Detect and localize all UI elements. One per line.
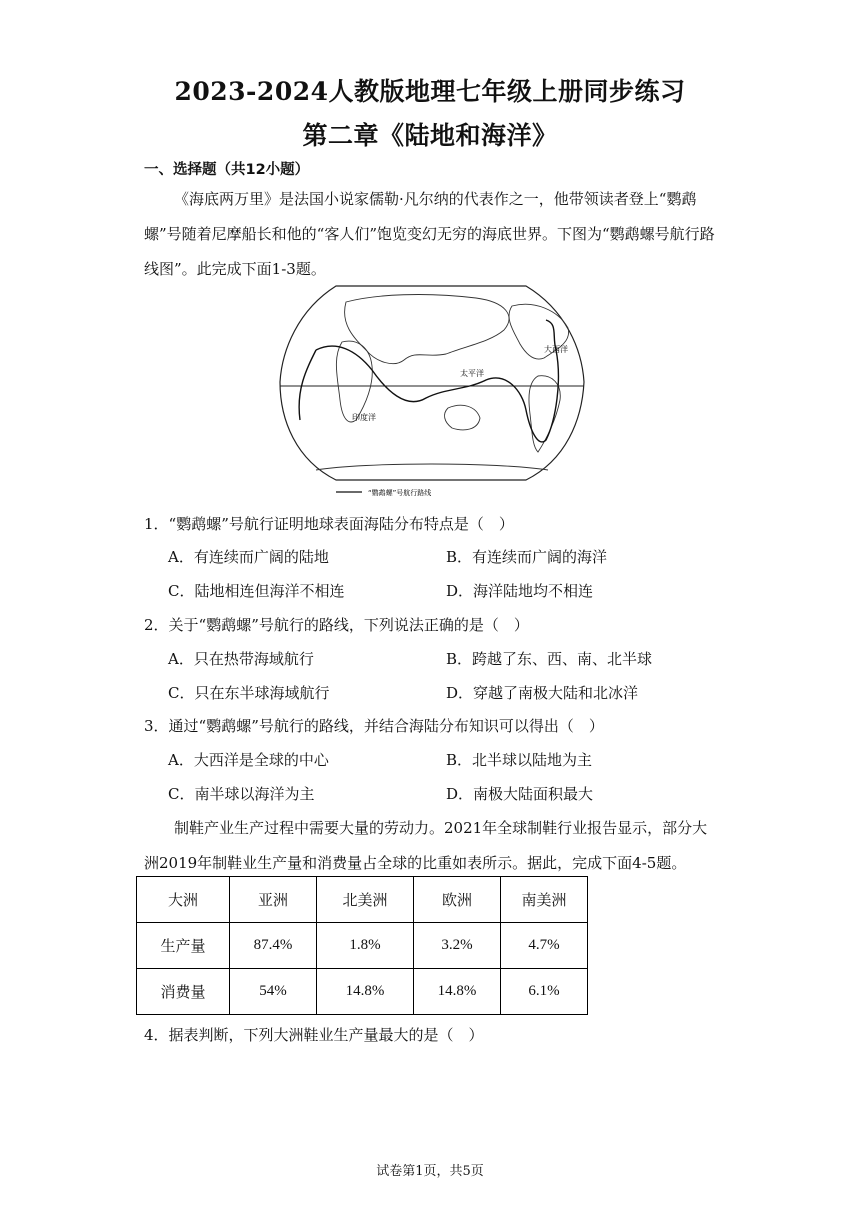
table-cell: 6.1% <box>501 969 588 1015</box>
world-map-figure <box>276 280 588 502</box>
page-title: 2023-2024人教版地理七年级上册同步练习 <box>174 77 686 106</box>
question-3: 3．通过“鹦鹉螺”号航行的路线，并结合海陆分布知识可以得出（ ） <box>144 717 604 735</box>
table-cell: 北美洲 <box>317 877 414 923</box>
table-cell: 87.4% <box>230 923 317 969</box>
q2-option-a[interactable]: A．只在热带海域航行 <box>168 650 314 668</box>
q3-option-a[interactable]: A．大西洋是全球的中心 <box>168 751 329 769</box>
table-cell: 14.8% <box>414 969 501 1015</box>
continent-eurasia <box>345 295 509 364</box>
page-footer: 试卷第1页，共5页 <box>376 1164 484 1179</box>
table-row <box>137 923 588 969</box>
table-cell: 1.8% <box>317 923 414 969</box>
q1-option-b[interactable]: B．有连续而广阔的海洋 <box>446 548 608 566</box>
q1-option-d[interactable]: D．海洋陆地均不相连 <box>446 582 594 600</box>
legend-label: “鹦鹉螺”号航行路线 <box>368 489 432 497</box>
q2-option-d[interactable]: D．穿越了南极大陆和北冰洋 <box>446 684 639 702</box>
table-cell: 14.8% <box>317 969 414 1015</box>
label-indian: 印度洋 <box>352 413 376 422</box>
passage-1: 《海底两万里》是法国小说家儒勒·凡尔纳的代表作之一，他带领读者登上“鹦鹉螺”号随着尼摩船长和他的“客人们”饱览变幻无穷的海底世界。下图为“鹦鹉螺号航行路线图”。此完成下面1-3题。 <box>144 190 715 278</box>
chapter-title: 第二章《陆地和海洋》 <box>302 121 558 150</box>
question-4: 4．据表判断，下列大洲鞋业生产量最大的是（ ） <box>144 1026 484 1044</box>
q1-option-c[interactable]: C．陆地相连但海洋不相连 <box>168 582 345 600</box>
q3-option-d[interactable]: D．南极大陆面积最大 <box>446 785 594 803</box>
table-row <box>137 969 588 1015</box>
passage-2: 制鞋产业生产过程中需要大量的劳动力。2021年全球制鞋行业报告显示，部分大洲2019年制鞋业生产量和消费量占全球的比重如表所示。据此，完成下面4-5题。 <box>144 819 708 872</box>
table-cell: 大洲 <box>137 877 230 923</box>
table-cell: 欧洲 <box>414 877 501 923</box>
table-cell: 54% <box>230 969 317 1015</box>
table-header-row <box>137 877 588 923</box>
table-cell: 4.7% <box>501 923 588 969</box>
table-cell: 生产量 <box>137 923 230 969</box>
table-cell: 3.2% <box>414 923 501 969</box>
q2-option-b[interactable]: B．跨越了东、西、南、北半球 <box>446 650 653 668</box>
table-cell: 消费量 <box>137 969 230 1015</box>
question-2: 2．关于“鹦鹉螺”号航行的路线，下列说法正确的是（ ） <box>144 616 529 634</box>
table-cell: 南美洲 <box>501 877 588 923</box>
continent-australia <box>445 405 480 430</box>
q2-option-c[interactable]: C．只在东半球海域航行 <box>168 684 330 702</box>
shoe-industry-table <box>136 876 588 1015</box>
table-cell: 亚洲 <box>230 877 317 923</box>
label-atlantic: 大西洋 <box>544 345 568 354</box>
q3-option-b[interactable]: B．北半球以陆地为主 <box>446 751 593 769</box>
continent-antarctica <box>316 464 548 470</box>
q3-option-c[interactable]: C．南半球以海洋为主 <box>168 785 315 803</box>
section-heading: 一、选择题（共12小题） <box>144 162 310 178</box>
label-pacific: 太平洋 <box>460 369 484 378</box>
question-1: 1．“鹦鹉螺”号航行证明地球表面海陆分布特点是（ ） <box>144 515 514 533</box>
q1-option-a[interactable]: A．有连续而广阔的陆地 <box>168 548 329 566</box>
